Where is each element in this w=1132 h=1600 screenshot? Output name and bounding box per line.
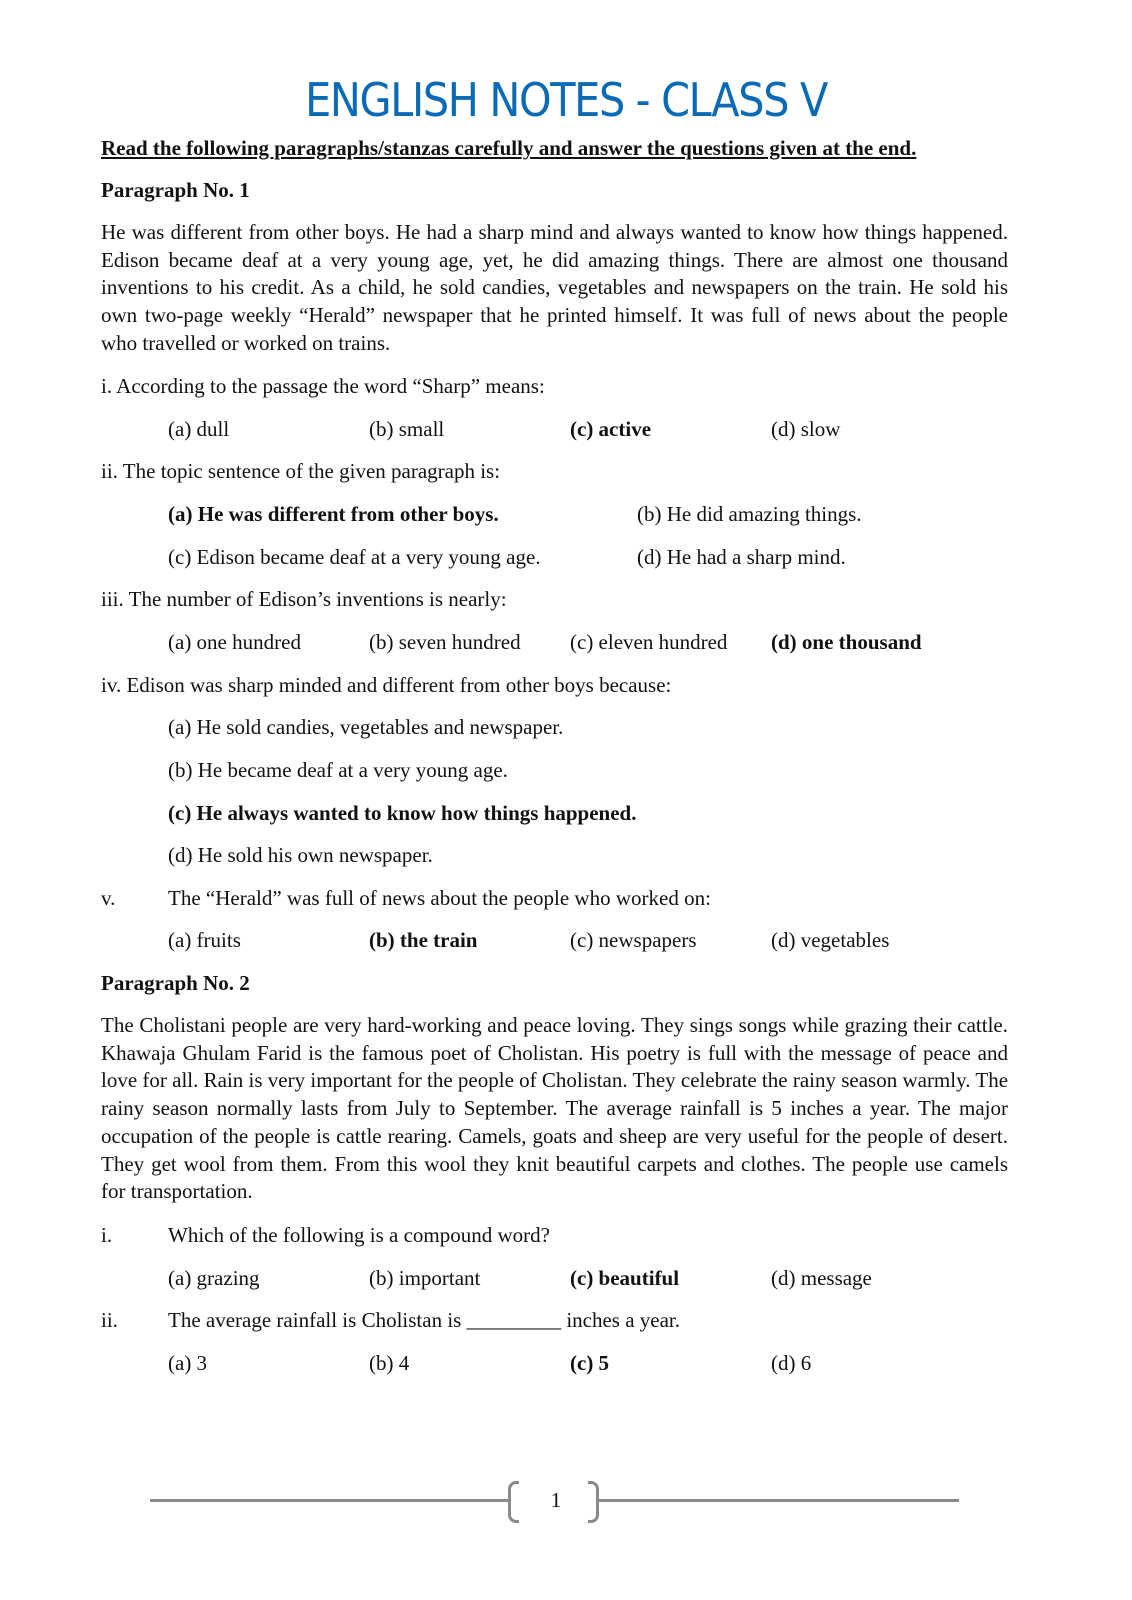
correct-option: (d) one thousand xyxy=(771,630,922,654)
option: (d) He sold his own newspaper. xyxy=(168,843,433,867)
question: ii. The topic sentence of the given paragraph is: xyxy=(101,459,501,483)
option: (a) fruits xyxy=(168,928,241,952)
option: (b) small xyxy=(369,417,445,441)
question: The “Herald” was full of news about the people who worked on: xyxy=(168,886,711,910)
question-number: ii. xyxy=(101,1308,118,1332)
option: (d) 6 xyxy=(771,1351,812,1375)
option: (a) 3 xyxy=(168,1351,208,1375)
option: (b) 4 xyxy=(369,1351,410,1375)
option: (a) grazing xyxy=(168,1266,260,1290)
paragraph-2-heading: Paragraph No. 2 xyxy=(101,971,250,995)
paragraph-1-text: He was different from other boys. He had a sharp mind and always wanted to know how things happened. Edison became deaf at a very young age, yet, he did amazing things. There are almost one thousand inventions to his credit. As a child, he sold candies, vegetables and newspapers on the train. He sold his own two-page weekly “Herald” newspaper that he printed himself. It was full of news about the people who travelled or worked on trains. xyxy=(101,220,1008,355)
correct-option: (c) beautiful xyxy=(570,1266,680,1290)
correct-option: (b) the train xyxy=(369,928,478,952)
question: iv. Edison was sharp minded and different from other boys because: xyxy=(101,673,672,697)
question-number: i. xyxy=(101,1223,113,1247)
option: (b) He became deaf at a very young age. xyxy=(168,758,508,782)
option: (c) newspapers xyxy=(570,928,697,952)
option: (a) He sold candies, vegetables and newspaper. xyxy=(168,715,564,739)
option: (b) He did amazing things. xyxy=(637,502,862,526)
option: (a) one hundred xyxy=(168,630,301,654)
paragraph-2-text: The Cholistani people are very hard-working and peace loving. They sings songs while grazing their cattle. Khawaja Ghulam Farid is the famous poet of Cholistan. His poetry is full with the message of peace and love for all. Rain is very important for the people of Cholistan. They celebrate the rainy season warmly. The rainy season normally lasts from July to September. The average rainfall is 5 inches a year. The major occupation of the people is cattle rearing. Camels, goats and sheep are very useful for the people of desert. They get wool from them. From this wool they knit beautiful carpets and clothes. The people use camels for transportation. xyxy=(101,1013,1009,1204)
question: The average rainfall is Cholistan is _________ inches a year. xyxy=(168,1308,681,1332)
paragraph-1-heading: Paragraph No. 1 xyxy=(101,178,250,202)
footer-brace-left xyxy=(508,1481,519,1523)
page-number: 1 xyxy=(550,1488,562,1512)
option: (d) message xyxy=(771,1266,872,1290)
option: (d) slow xyxy=(771,417,841,441)
option: (c) eleven hundred xyxy=(570,630,728,654)
footer-brace-right xyxy=(588,1481,599,1523)
correct-option: (c) active xyxy=(570,417,652,441)
footer-rule-left xyxy=(150,1499,510,1502)
option: (c) Edison became deaf at a very young age. xyxy=(168,545,541,569)
option: (b) important xyxy=(369,1266,481,1290)
question: iii. The number of Edison’s inventions is nearly: xyxy=(101,587,507,611)
page-title: ENGLISH NOTES - CLASS V xyxy=(305,73,827,127)
footer-rule-right xyxy=(596,1499,959,1502)
option: (b) seven hundred xyxy=(369,630,521,654)
question: i. According to the passage the word “Sharp” means: xyxy=(101,374,545,398)
instruction: Read the following paragraphs/stanzas carefully and answer the questions given at the end. xyxy=(101,136,917,160)
correct-option: (c) 5 xyxy=(570,1351,610,1375)
correct-option: (c) He always wanted to know how things happened. xyxy=(168,801,637,825)
option: (d) vegetables xyxy=(771,928,890,952)
option: (d) He had a sharp mind. xyxy=(637,545,846,569)
correct-option: (a) He was different from other boys. xyxy=(168,502,499,526)
question-number: v. xyxy=(101,886,116,910)
option: (a) dull xyxy=(168,417,230,441)
question: Which of the following is a compound word? xyxy=(168,1223,550,1247)
